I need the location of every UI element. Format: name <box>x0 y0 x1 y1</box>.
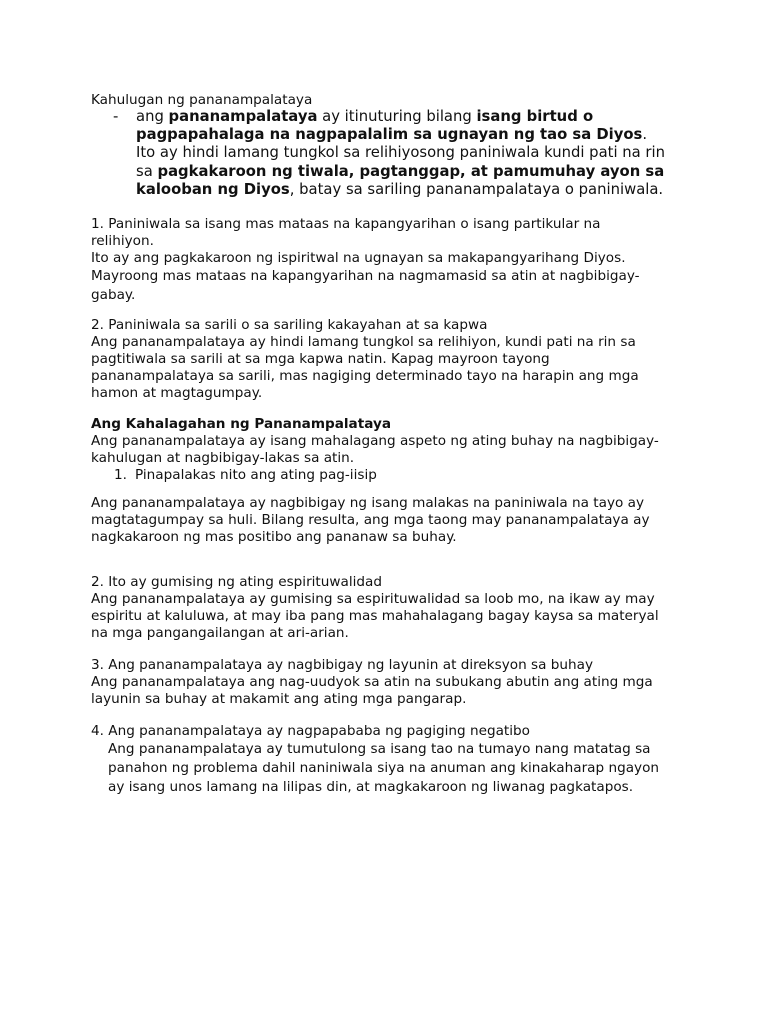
s4-line-1: Ang pananampalataya ay nagbibigay ng isang malakas na paniniwala na tayo ay <box>91 495 645 511</box>
bullet-line-5 <box>136 181 665 199</box>
bullet-l5-b: , batay sa sariling pananampalataya o paniniwala. <box>289 180 664 198</box>
s1-line-1: 1. Paniniwala sa isang mas mataas na kapangyarihan o isang partikular na <box>91 216 601 232</box>
item-text: Pinapalakas nito ang ating pag-iisip <box>135 467 377 483</box>
s2-line-5: hamon at magtagumpay. <box>91 385 263 401</box>
importance-heading: Ang Kahalagahan ng Pananampalataya <box>91 416 392 432</box>
bullet-l1-b: pananampalataya <box>168 108 318 125</box>
s7-line-1: 4. Ang pananampalataya ay nagpapababa ng pagiging negatibo <box>91 723 530 739</box>
bullet-l1-c: ay itinuturing bilang <box>317 108 477 125</box>
bullet-line-4 <box>136 163 665 181</box>
s2-line-2: Ang pananampalataya ay hindi lamang tungkol sa relihiyon, kundi pati na rin sa <box>91 334 636 350</box>
section-6 <box>91 657 691 708</box>
bullet-line-1 <box>136 108 665 126</box>
s5-line-4: na mga pangangailangan at ari-arian. <box>91 625 349 641</box>
s1-line-3: Ito ay ang pagkakaroon ng ispiritwal na ugnayan sa makapangyarihang Diyos. <box>91 250 626 266</box>
s1-line-2: relihiyon. <box>91 233 154 249</box>
s7-line-4: ay isang unos lamang na lilipas din, at magkakaroon ng liwanag pagkatapos. <box>108 779 634 795</box>
bullet-l5-a: kalooban ng Diyos <box>136 180 290 198</box>
s2-line-1: 2. Paniniwala sa sarili o sa sariling kakayahan at sa kapwa <box>91 317 488 333</box>
s5-line-2: Ang pananampalataya ay gumising sa espirituwalidad sa loob mo, na ikaw ay may <box>91 591 655 607</box>
s3-line-2: kahulugan at nagbibigay-lakas sa atin. <box>91 450 355 466</box>
bullet-l1-d: isang birtud o <box>476 108 594 125</box>
bullet-l1-a: ang <box>136 108 169 125</box>
bullet-l2-a: pagpapahalaga na nagpapalalim sa ugnayan ng tao sa Diyos <box>136 126 643 144</box>
s6-line-2: Ang pananampalataya ang nag-uudyok sa atin na subukang abutin ang ating mga <box>91 674 653 690</box>
item-number: 1. <box>114 467 127 483</box>
section-2 <box>91 317 691 402</box>
title-text: Kahulugan ng pananampalataya <box>91 92 313 108</box>
bullet-text <box>136 108 665 199</box>
bullet-l2-b: . <box>642 126 648 144</box>
numbered-item-1 <box>91 467 691 484</box>
s3-line-1: Ang pananampalataya ay isang mahalagang aspeto ng ating buhay na nagbibigay- <box>91 433 659 449</box>
s6-line-3: layunin sa buhay at makamit ang ating mga pangarap. <box>91 691 467 707</box>
s5-line-3: espiritu at kaluluwa, at may iba pang mas mahahalagang bagay kaysa sa materyal <box>91 608 659 624</box>
s4-line-2: magtatagumpay sa huli. Bilang resulta, ang mga taong may pananampalataya ay <box>91 512 650 528</box>
section-4 <box>91 495 691 546</box>
section-importance <box>91 416 691 484</box>
s5-line-1: 2. Ito ay gumising ng ating espirituwalidad <box>91 574 382 590</box>
section-1 <box>91 216 691 304</box>
s1-line-4: Mayroong mas mataas na kapangyarihan na nagmamasid sa atin at nagbibigay- <box>91 268 640 284</box>
s4-line-3: nagkakaroon ng mas positibo ang pananaw sa buhay. <box>91 529 457 545</box>
s6-line-1: 3. Ang pananampalataya ay nagbibigay ng layunin at direksyon sa buhay <box>91 657 593 673</box>
bullet-line-2 <box>136 126 665 144</box>
bullet-line-3: Ito ay hindi lamang tungkol sa relihiyosong paniniwala kundi pati na rin <box>136 144 665 162</box>
bullet-l4-a: sa <box>136 162 158 180</box>
s1-line-5: gabay. <box>91 287 136 303</box>
s7-line-2: Ang pananampalataya ay tumutulong sa isang tao na tumayo nang matatag sa <box>108 741 651 757</box>
bullet-l4-b: pagkakaroon ng tiwala, pagtanggap, at pamumuhay ayon sa <box>157 162 665 180</box>
bullet-dash: - <box>113 108 119 125</box>
section-5 <box>91 574 691 642</box>
section-7 <box>91 723 691 796</box>
s7-line-3: panahon ng problema dahil naniniwala siya na anuman ang kinakaharap ngayon <box>108 760 660 776</box>
s2-line-4: pananampalataya sa sarili, mas nagiging determinado tayo na harapin ang mga <box>91 368 639 384</box>
s2-line-3: pagtitiwala sa sarili at sa mga kapwa natin. Kapag mayroon tayong <box>91 351 550 367</box>
document-title <box>91 92 691 109</box>
